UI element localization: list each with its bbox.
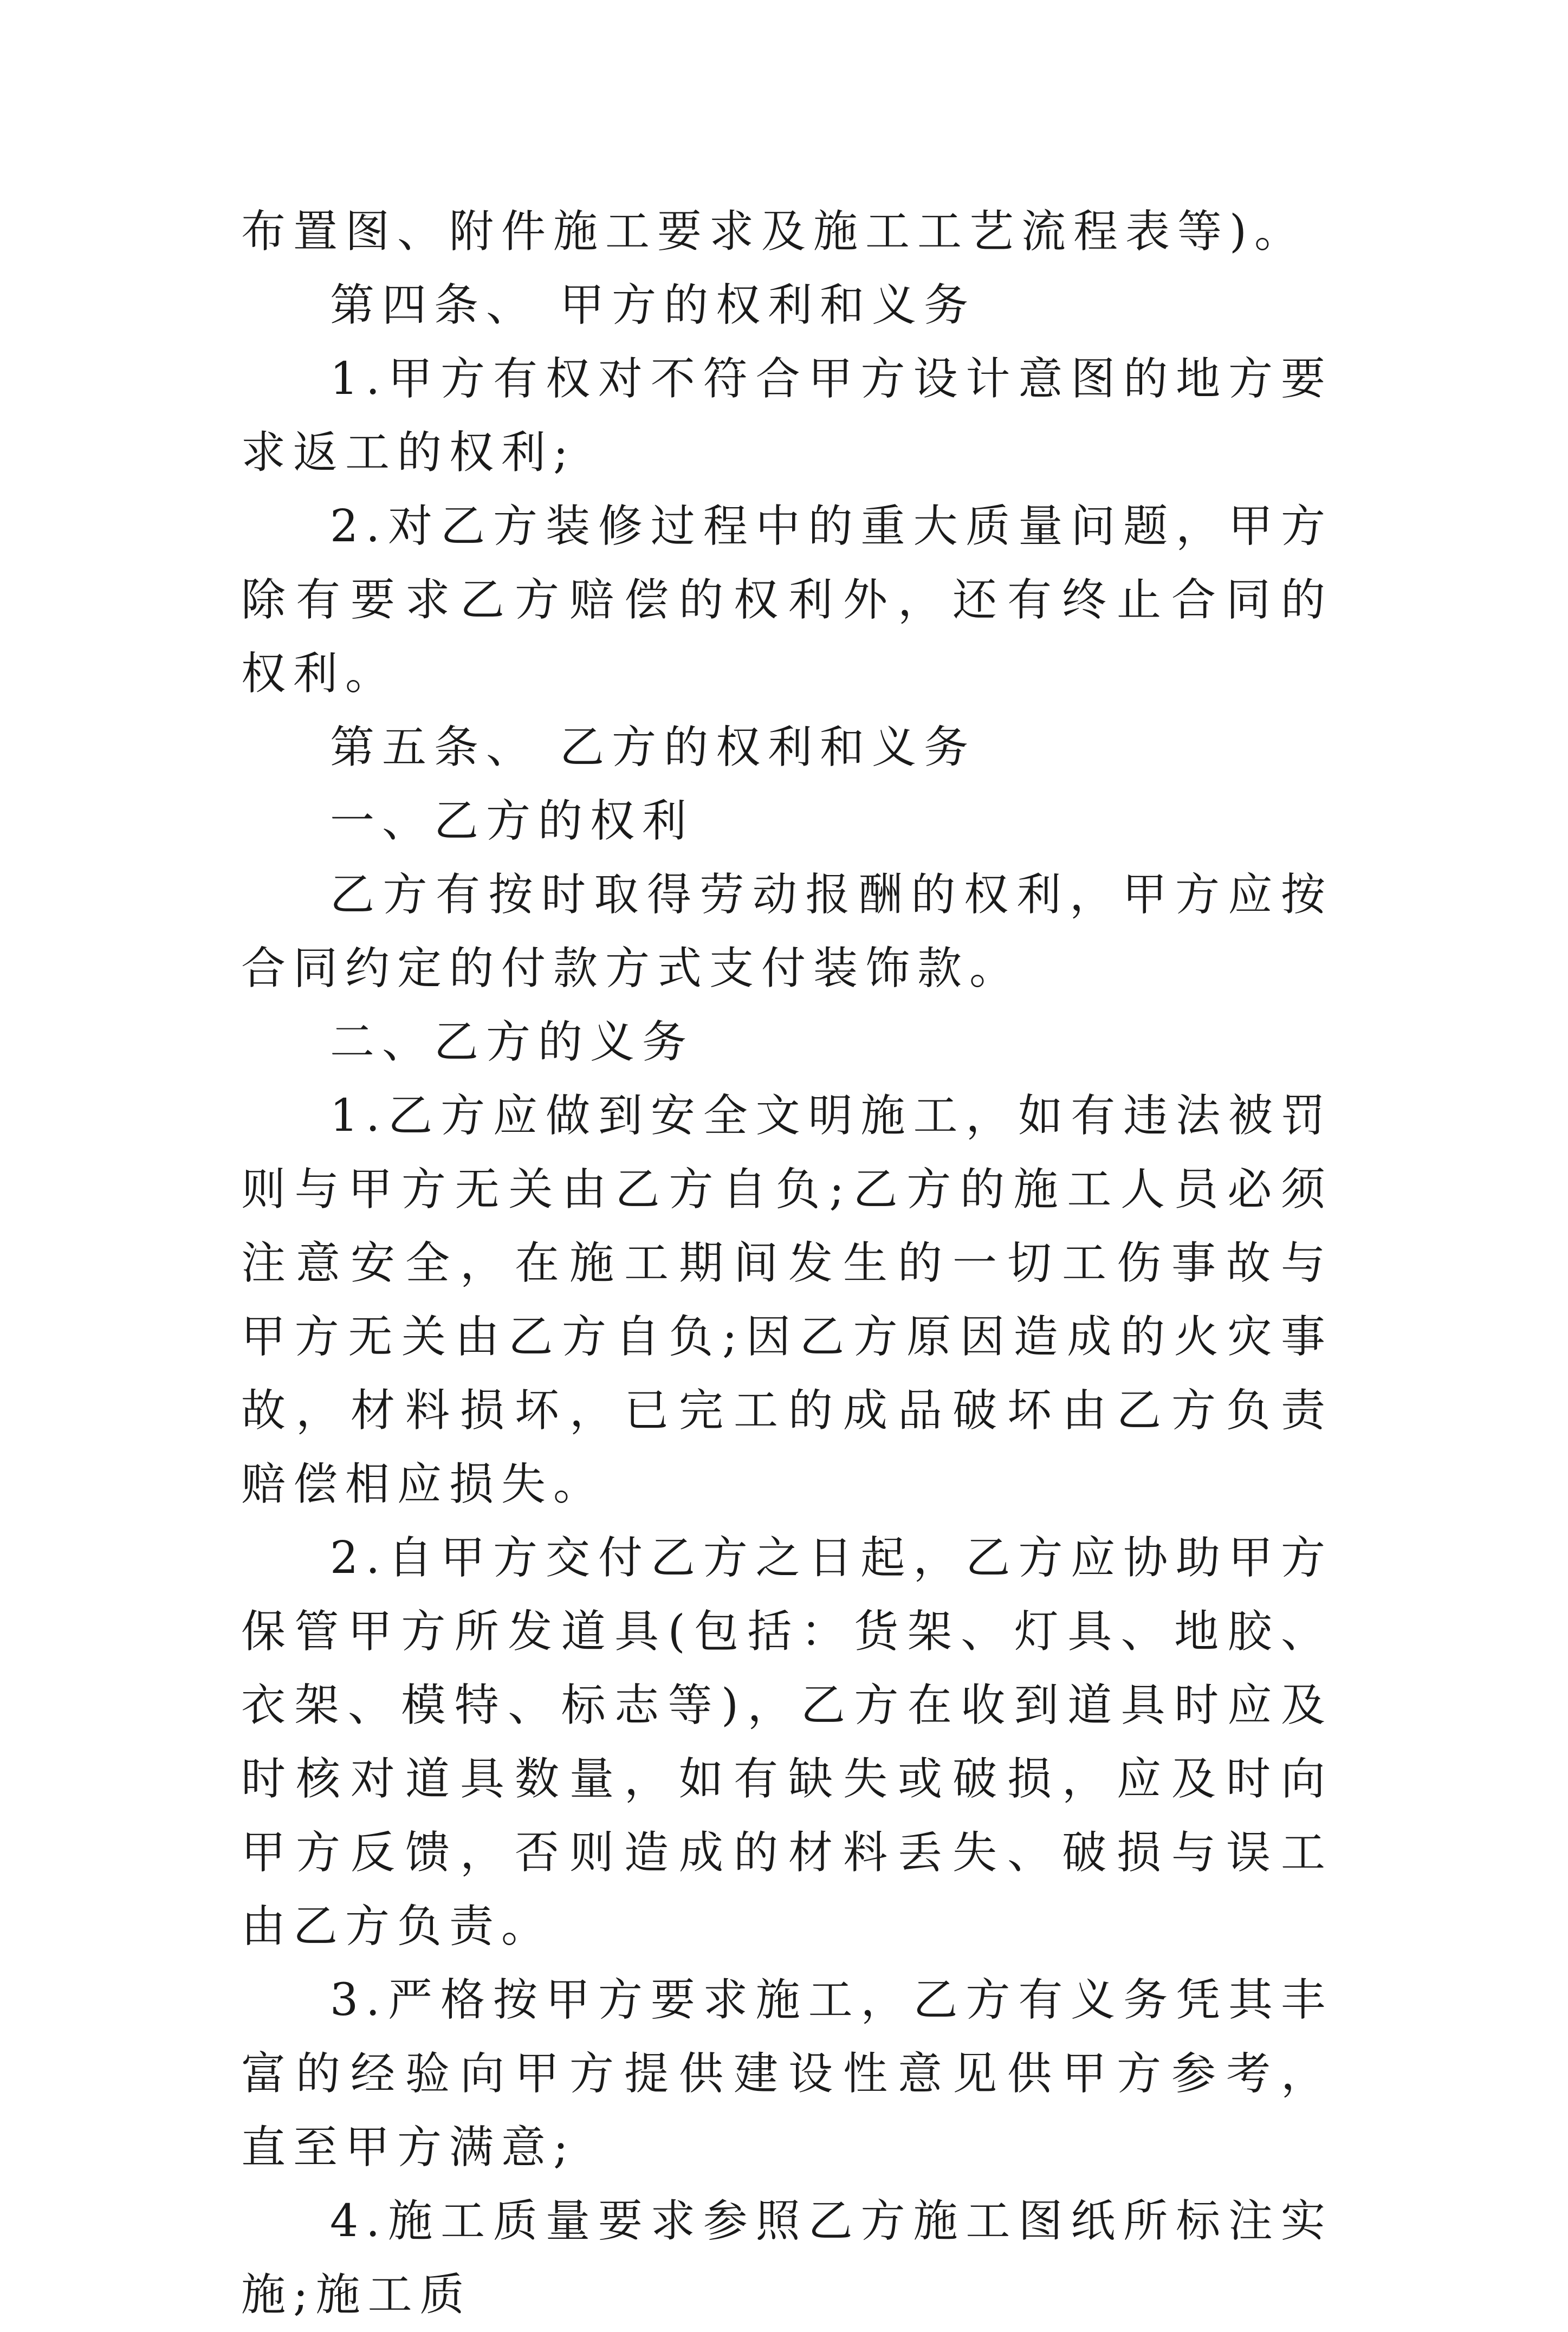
clause-party-b-obligation-2: 2.自甲方交付乙方之日起，乙方应协助甲方保管甲方所发道具(包括：货架、灯具、地胶、衣架、模特、标志等)，乙方在收到道具时应及时核对道具数量，如有缺失或破损，应及时向甲方反馈，否则造成的材料丢失、破损与误工由乙方负责。 [241, 1532, 1333, 1952]
clause-party-b-obligation-1: 1.乙方应做到安全文明施工，如有违法被罚则与甲方无关由乙方自负;乙方的施工人员必须注意安全，在施工期间发生的一切工伤事故与甲方无关由乙方自负;因乙方原因造成的火灾事故，材料损坏，已完工的成品破坏由乙方负责赔偿相应损失。 [241, 1090, 1333, 1510]
section-heading-article-5: 第五条、 乙方的权利和义务 [330, 722, 976, 773]
section-heading-article-4: 第四条、 甲方的权利和义务 [330, 280, 976, 331]
subsection-heading-obligations: 二、乙方的义务 [330, 1016, 695, 1068]
clause-party-b-obligation-4: 4.施工质量要求参照乙方施工图纸所标注实施;施工质 [241, 2195, 1333, 2321]
clause-party-b-obligation-3: 3.严格按甲方要求施工，乙方有义务凭其丰富的经验向甲方提供建设性意见供甲方参考，直至甲方满意; [241, 1974, 1333, 2173]
document-body [241, 195, 1333, 2332]
paragraph-continuation: 布置图、附件施工要求及施工工艺流程表等)。 [241, 206, 1306, 257]
clause-party-a-1: 1.甲方有权对不符合甲方设计意图的地方要求返工的权利; [241, 353, 1333, 478]
clause-party-b-rights: 乙方有按时取得劳动报酬的权利，甲方应按合同约定的付款方式支付装饰款。 [241, 869, 1333, 994]
subsection-heading-rights: 一、乙方的权利 [330, 795, 695, 847]
clause-party-a-2: 2.对乙方装修过程中的重大质量问题，甲方除有要求乙方赔偿的权利外，还有终止合同的权利。 [241, 501, 1333, 699]
